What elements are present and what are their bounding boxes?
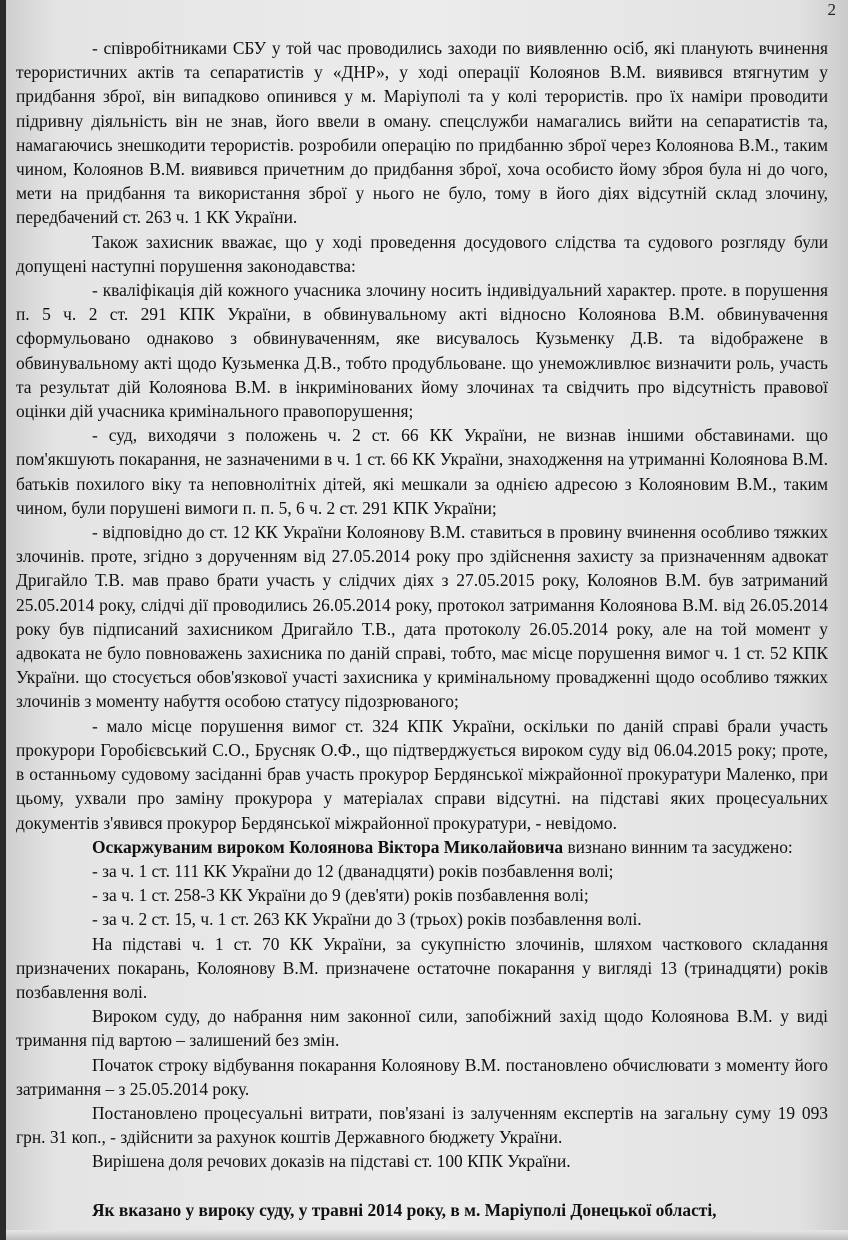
- page-number: 2: [827, 0, 836, 19]
- paragraph-total-sentence: На підставі ч. 1 ст. 70 КК України, за сукупністю злочинів, шляхом часткового складання призначених покарань, Колоянову В.М. призначене остаточне покарання у вигляді 13 (тринадцяти) років позбавлення волі.: [16, 933, 828, 1002]
- paragraph-term-start: Початок строку відбування покарання Колоянову В.М. постановлено обчислювати з моменту його затримання – з 25.05.2014 року.: [16, 1054, 828, 1099]
- sentence-item: - за ч. 1 ст. 111 КК України до 12 (дванадцяти) років позбавлення волі;: [92, 860, 614, 881]
- paragraph-evidence: Вирішена доля речових доказів на підставі ст. 100 КПК України.: [92, 1151, 571, 1172]
- paragraph-defender-claims: Також захисник вважає, що у ході проведення досудового слідства та судового розгляду були допущені наступні порушення законодавства:: [16, 231, 828, 276]
- document-page: [6, 0, 848, 1240]
- paragraph-preventive-measure: Вироком суду, до набрання ним законної сили, запобіжний захід щодо Колоянова В.М. у виді тримання під вартою – залишений без змін.: [16, 1006, 828, 1051]
- paragraph-prosecutor-replacement: - мало місце порушення вимог ст. 324 КПК України, оскільки по даній справі брали участь прокурори Горобієвський С.О., Брусняк О.Ф., що підтверджується вироком суду від 06.04.2015 року; проте, в останньому судовому засіданні брав участь прокурор Бердянської міжрайонної прокуратури Маленко, при цьому, ухвали про заміну прокурора у матеріалах справи відсутні. на підставі яких процесуальних документів з'явився прокурор Бердянської міжрайонної прокуратури, - невідомо.: [16, 715, 828, 833]
- paragraph-defense-counsel: - відповідно до ст. 12 КК України Колоянову В.М. ставиться в провину вчинення особливо тяжких злочинів. проте, згідно з дорученням від 27.05.2014 року про здійснення захисту за призначенням адвокат Дригайло Т.В. мав право брати участь у слідчих діях з 27.05.2015 року, Колоянов В.М. був затриманий 25.05.2014 року, слідчі дії проводились 26.05.2014 року, протокол затримання Колоянова В.М. від 26.05.2014 року був підписаний захисником Дригайло Т.В., дата протоколу 26.05.2014 року, але на той момент у адвоката не було повноважень захисника по даній справі, тобто, має місце порушення вимог ч. 1 ст. 52 КПК України. що стосується обов'язкової участі захисника у кримінальному провадженні щодо особливо тяжких злочинів з моменту набуття особою статусу підозрюваного;: [16, 522, 828, 712]
- sentence-item: - за ч. 1 ст. 258-3 КК України до 9 (дев'яти) років позбавлення волі;: [92, 885, 589, 906]
- verdict-intro-bold: Оскаржуваним вироком Колоянова Віктора Миколайовича: [92, 836, 564, 857]
- document-body: [16, 36, 828, 1222]
- sentence-item: - за ч. 2 ст. 15, ч. 1 ст. 263 КК України до 3 (трьох) років позбавлення волі.: [92, 909, 642, 930]
- verdict-intro-rest: визнано винним та засуджено:: [563, 836, 793, 857]
- paragraph-qualification: - кваліфікація дій кожного учасника злочину носить індивідуальний характер. проте. в порушення п. 5 ч. 2 ст. 291 КПК України, в обвинувальному акті відносно Колоянова В.М. обвинувачення сформульовано однаково з обвинуваченням, яке висувалось Кузьменку Д.В. та відображене в обвинувальному акті щодо Кузьменка Д.В., тобто продубльоване. що унеможливлює визначити роль, участь та результат дій Колоянова В.М. в інкримінованих йому злочинах та свідчить про відсутність правової оцінки дій учасника кримінального правопорушення;: [16, 280, 828, 422]
- paragraph-procedural-costs: Постановлено процесуальні витрати, пов'язані із залученням експертів на загальну суму 19 093 грн. 31 коп., - здійснити за рахунок коштів Державного бюджету України.: [16, 1102, 828, 1148]
- page-bottom-edge: [6, 1230, 848, 1240]
- paragraph-verdict-facts: Як вказано у вироку суду, у травні 2014 року, в м. Маріуполі Донецької області,: [92, 1199, 717, 1220]
- paragraph-sbu-operation: - співробітниками СБУ у той час проводились заходи по виявленню осіб, які планують вчинення терористичних актів та сепаратистів у «ДНР», у ході операції Колоянов В.М. виявився втягнутим у придбання зброї, він випадково опинився у м. Маріуполі та у колі терористів. про їх наміри проводити підривну діяльність він не знав, його ввели в оману. спецслужби намагались вийти на сепаратистів та, намагаючись знешкодити терористів. розробили операцію по придбанню зброї через Колоянова В.М., таким чином, Колоянов В.М. виявився причетним до придбання зброї, хоча особисто йому зброя була ні до чого, мети на придбання та використання зброї у нього не було, тому в його діях відсутній склад злочину, передбачений ст. 263 ч. 1 КК України.: [16, 38, 828, 228]
- paragraph-mitigating-circumstances: - суд, виходячи з положень ч. 2 ст. 66 КК України, не визнав іншими обставинами. що пом'якшують покарання, не зазначеними в ч. 1 ст. 66 КК України, знаходження на утриманні Колоянова В.М. батьків похилого віку та неповнолітніх дітей, які мешкали за однією адресою з Колояновим В.М., таким чином, були порушені вимоги п. п. 5, 6 ч. 2 ст. 291 КПК України;: [16, 425, 828, 518]
- paragraph-verdict-intro: [16, 835, 828, 859]
